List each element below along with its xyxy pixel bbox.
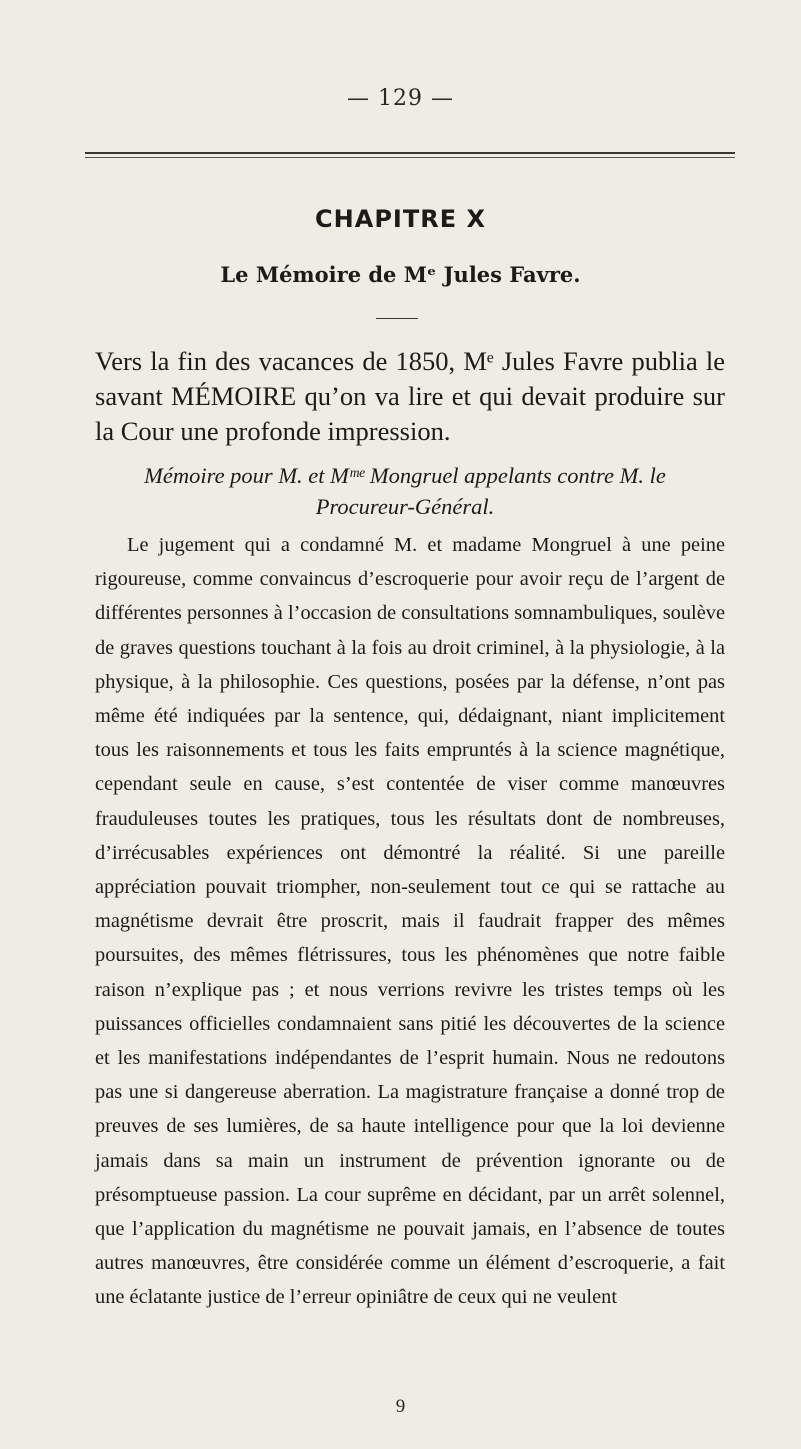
chapter-subtitle: Le Mémoire de Mᵉ Jules Favre.: [220, 262, 581, 287]
signature-mark: 9: [395, 1396, 406, 1417]
lead-paragraph: Vers la fin des vacances de 1850, Mᵉ Jules Favre publia le savant MÉMOIRE qu’on va lire et qui devait produire sur la Cour une profonde impression.: [95, 346, 725, 446]
chapter-title: CHAPITRE X: [315, 205, 486, 233]
header-rule-thin: [85, 157, 735, 158]
section-divider: [376, 318, 418, 319]
body-paragraph: Le jugement qui a condamné M. et madame Mongruel à une peine rigoureuse, comme convaincus d’escroquerie pour avoir reçu de l’argent de différentes personnes à l’occasion de consultations somnambuliques, soulève de graves questions touchant à la fois au droit criminel, à la physiologie, à la physique, à la philosophie. Ces questions, posées par la défense, n’ont pas même été indiquées par la sentence, qui, dédaignant, niant implicitement tous les raisonnements et tous les faits empruntés à la science magnétique, cependant seule en cause, s’est contentée de viser comme manœuvres frauduleuses toutes les pratiques, tous les résultats dont de nombreuses, d’irrécusables expériences ont démontré la réalité. Si une pareille appréciation pouvait triompher, non-seulement tout ce qui se rattache au magnétisme devrait être proscrit, mais il faudrait frapper des mêmes poursuites, des mêmes flétrissures, tous les phénomènes que notre faible raison n’explique pas ; et nous verrions revivre les tristes temps où les puissances officielles condamnaient sans pitié les découvertes de la science et les manifestations indépendantes de l’esprit humain. Nous ne redoutons pas une si dangereuse aberration. La magistrature française a donné trop de preuves de ses lumières, de sa haute intelligence pour que la loi devienne jamais dans sa main un instrument de prévention ignorante ou de présomptueuse passion. La cour suprême en décidant, par un arrêt solennel, que l’application du magnétisme ne pouvait jamais, en l’absence de toutes autres manœuvres, être considérée comme un élément d’escroquerie, a fait une éclatante justice de l’erreur opiniâtre de ceux qui ne veulent: [95, 534, 725, 1309]
header-rule: [85, 152, 735, 154]
body-text: [95, 528, 725, 1315]
memoir-title: Mémoire pour M. et Mᵐᵉ Mongruel appelants contre M. le Procureur-Général.: [144, 463, 666, 519]
page-number: — 129 —: [347, 86, 454, 111]
